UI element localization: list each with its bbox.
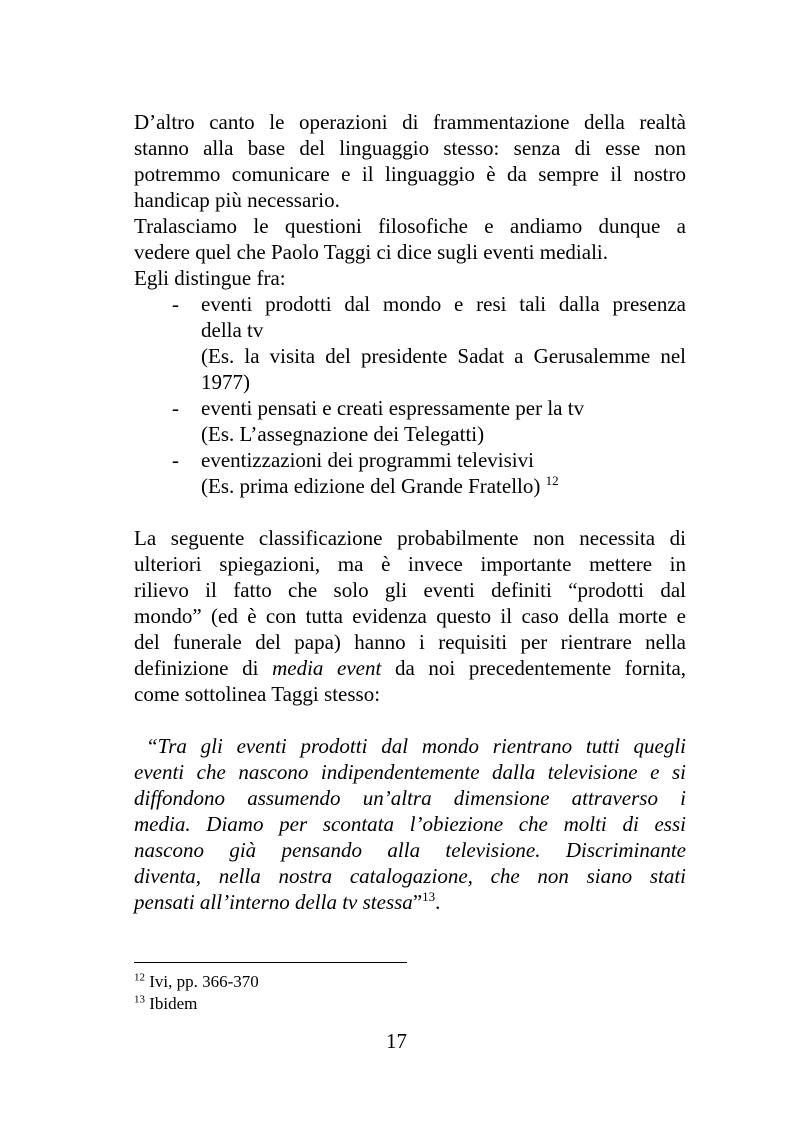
list-item-example: (Es. L’assegnazione dei Telegatti) bbox=[201, 422, 485, 446]
paragraph-line: mondo” (ed è con tutta evidenza questo il caso della morte e bbox=[134, 604, 686, 628]
list-item-example bbox=[201, 473, 559, 499]
list-item-text: eventi pensati e creati espressamente per la tv bbox=[201, 396, 585, 420]
quote-line bbox=[134, 889, 440, 915]
paragraph-line: ulteriori spiegazioni, ma è invece importante mettere in bbox=[134, 552, 686, 576]
paragraph-line: rilievo il fatto che solo gli eventi definiti “prodotti dal bbox=[134, 578, 686, 602]
footnote-separator bbox=[134, 962, 407, 963]
quote-line: diffondono assumendo un’altra dimensione attraverso i bbox=[134, 786, 686, 810]
list-bullet: - bbox=[172, 396, 179, 420]
quote-line: media. Diamo per scontata l’obiezione che molti di essi bbox=[134, 812, 686, 836]
paragraph-line: D’altro canto le operazioni di frammentazione della realtà bbox=[134, 110, 686, 134]
footnote bbox=[134, 971, 259, 993]
footnote-ref-13: 13 bbox=[422, 889, 436, 904]
list-item-text: eventizzazioni dei programmi televisivi bbox=[201, 448, 534, 472]
footnote-ref-12: 12 bbox=[545, 473, 559, 488]
quote-end: . bbox=[435, 890, 441, 914]
list-item-example: (Es. la visita del presidente Sadat a Gerusalemme nel bbox=[201, 344, 686, 368]
list-item-example: 1977) bbox=[201, 370, 250, 394]
list-intro: Egli distingue fra: bbox=[134, 266, 286, 290]
page-number: 17 bbox=[386, 1029, 407, 1053]
list-item-text: della tv bbox=[201, 318, 264, 342]
quote-close-mark: ” bbox=[412, 890, 423, 914]
quote-text: pensati all’interno della tv stessa bbox=[134, 890, 413, 914]
quote-line: nascono già pensando alla televisione. Discriminante bbox=[134, 838, 686, 862]
paragraph-line: La seguente classificazione probabilmente non necessita di bbox=[134, 526, 686, 550]
media-event-term: media event bbox=[272, 656, 382, 680]
quote-line: eventi che nascono indipendentemente dalla televisione e si bbox=[134, 760, 686, 784]
paragraph-line: potremmo comunicare e il linguaggio è da sempre il nostro bbox=[134, 162, 686, 186]
footnote-number: 13 bbox=[134, 993, 145, 1006]
paragraph-line: vedere quel che Paolo Taggi ci dice sugli eventi mediali. bbox=[134, 240, 608, 264]
footnote-number: 12 bbox=[134, 971, 145, 984]
list-item-text: eventi prodotti dal mondo e resi tali dalla presenza bbox=[201, 292, 686, 316]
paragraph-line: stanno alla base del linguaggio stesso: senza di esse non bbox=[134, 136, 686, 160]
paragraph-text: definizione di bbox=[134, 656, 273, 680]
footnote-text: Ibidem bbox=[145, 994, 198, 1013]
paragraph-line: come sottolinea Taggi stesso: bbox=[134, 682, 381, 706]
paragraph-line: handicap più necessario. bbox=[134, 188, 340, 212]
paragraph-line: del funerale del papa) hanno i requisiti per rientrare nella bbox=[134, 630, 686, 654]
paragraph-line bbox=[134, 655, 686, 681]
list-bullet: - bbox=[172, 448, 179, 472]
paragraph-line: Tralasciamo le questioni filosofiche e andiamo dunque a bbox=[134, 214, 686, 238]
quote-line: diventa, nella nostra catalogazione, che non siano stati bbox=[134, 864, 686, 888]
quote-line: “Tra gli eventi prodotti dal mondo rientrano tutti quegli bbox=[146, 734, 686, 758]
paragraph-text: da noi precedentemente fornita, bbox=[381, 656, 687, 680]
list-bullet: - bbox=[172, 292, 179, 316]
list-item-example-text: (Es. prima edizione del Grande Fratello) bbox=[201, 474, 541, 498]
footnote bbox=[134, 993, 197, 1015]
footnote-text: Ivi, pp. 366-370 bbox=[145, 972, 259, 991]
